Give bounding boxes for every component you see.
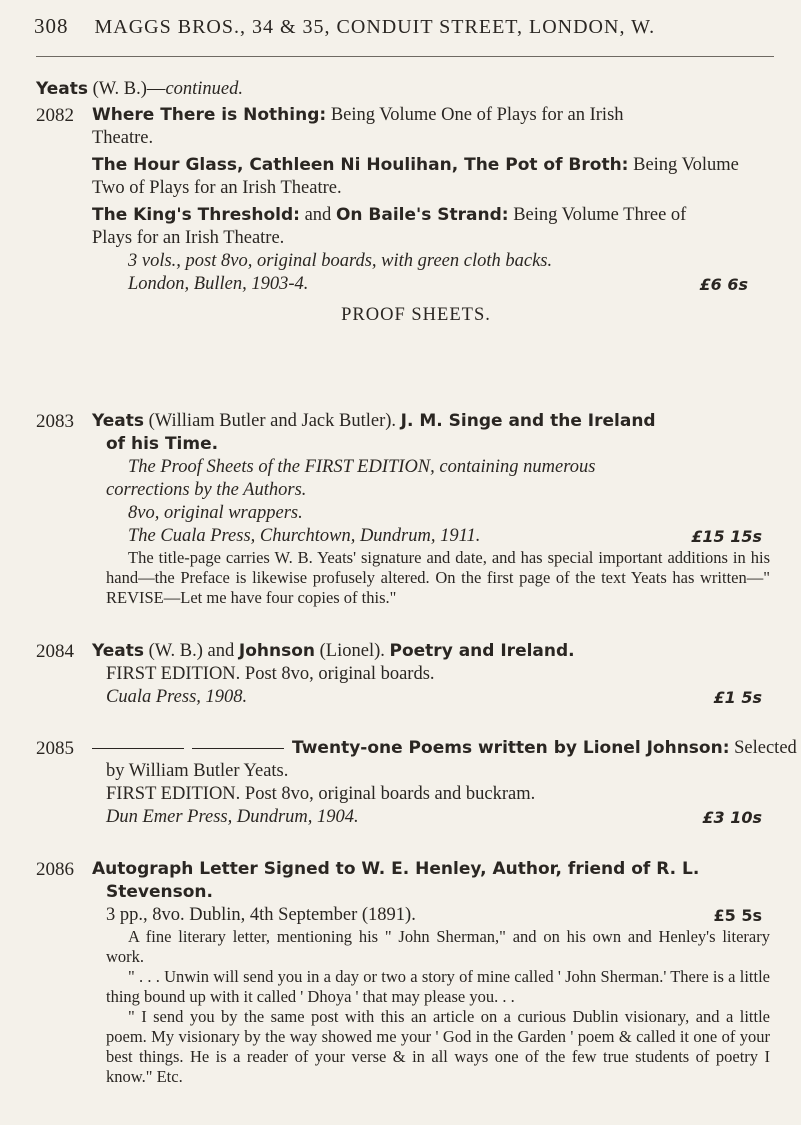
subsection-heading: PROOF SHEETS. bbox=[341, 305, 491, 325]
entry-text: (W. B.) and bbox=[144, 641, 239, 661]
entry-number: 2085 bbox=[36, 738, 74, 759]
entry-text: Being Volume bbox=[628, 155, 739, 175]
section-author-rest: (W. B.)— bbox=[92, 79, 166, 99]
entry-number: 2082 bbox=[36, 105, 74, 126]
entry-price: £15 15s bbox=[691, 527, 762, 546]
entry-number: 2083 bbox=[36, 411, 74, 432]
ditto-rule bbox=[92, 748, 184, 749]
entry-title: The Hour Glass, Cathleen Ni Houlihan, The Pot of Broth: bbox=[92, 155, 629, 175]
entry-number: 2084 bbox=[36, 641, 74, 662]
entry-author: Johnson bbox=[238, 641, 316, 661]
entry-text: Selected bbox=[729, 738, 797, 758]
entry-note: " I send you by the same post with this an article on a curious Dublin visionary, and a little poem. My visionary by the way showed me your ' God in the Garden ' poem & called it one of your best things. He is a reader of your verse & in all ways one of the few true students of poetry I know." Etc. bbox=[106, 1007, 770, 1086]
catalogue-entry-2082 bbox=[36, 104, 776, 327]
page-number: 308 bbox=[34, 14, 69, 38]
entry-text: Being Volume One of Plays for an Irish bbox=[326, 105, 624, 125]
entry-imprint: Cuala Press, 1908. bbox=[106, 687, 248, 707]
entry-price: £3 10s bbox=[702, 808, 762, 827]
entry-text: The Proof Sheets of the FIRST EDITION, containing numerous bbox=[128, 457, 596, 477]
entry-text: and bbox=[299, 205, 336, 225]
header-rule bbox=[36, 56, 774, 57]
entry-imprint: London, Bullen, 1903-4. bbox=[128, 274, 309, 294]
section-heading bbox=[36, 78, 776, 101]
entry-text: by William Butler Yeats. bbox=[106, 761, 289, 781]
entry-text: Theatre. bbox=[92, 128, 154, 148]
entry-title: Poetry and Ireland. bbox=[389, 641, 575, 661]
entry-title: Autograph Letter Signed to W. E. Henley, Author, friend of R. L. bbox=[92, 859, 700, 879]
catalogue-entry-2084 bbox=[36, 640, 776, 709]
entry-title: The King's Threshold: bbox=[92, 205, 300, 225]
entry-text: Plays for an Irish Theatre. bbox=[92, 228, 285, 248]
page-header bbox=[34, 14, 774, 39]
entry-title: Where There is Nothing: bbox=[92, 105, 327, 125]
entry-text: (William Butler and Jack Butler). bbox=[144, 411, 401, 431]
catalogue-entry-2086 bbox=[36, 858, 776, 1087]
entry-format: FIRST EDITION. Post 8vo, original boards and buckram. bbox=[106, 784, 536, 804]
entry-format: FIRST EDITION. Post 8vo, original boards. bbox=[106, 664, 435, 684]
entry-text: Two of Plays for an Irish Theatre. bbox=[92, 178, 342, 198]
entry-note: " . . . Unwin will send you in a day or two a story of mine called ' John Sherman.' There is a little thing bound up with it called ' Dhoya ' that may please you. . . bbox=[106, 967, 770, 1006]
entry-title: Twenty-one Poems written by Lionel Johnson: bbox=[292, 738, 730, 758]
entry-format: 3 pp., 8vo. Dublin, 4th September (1891). bbox=[106, 905, 416, 925]
entry-note: A fine literary letter, mentioning his " John Sherman," and on his own and Henley's literary work. bbox=[106, 927, 770, 966]
entry-price: £5 5s bbox=[713, 906, 762, 925]
entry-format: 3 vols., post 8vo, original boards, with green cloth backs. bbox=[128, 251, 553, 271]
entry-text: corrections by the Authors. bbox=[106, 480, 307, 500]
entry-title: Stevenson. bbox=[106, 882, 213, 902]
catalogue-entry-2083 bbox=[36, 410, 776, 608]
catalogue-entry-2085 bbox=[36, 737, 797, 829]
entry-author: Yeats bbox=[92, 641, 144, 661]
entry-price: £1 5s bbox=[713, 688, 762, 707]
entry-title: J. M. Singe and the Ireland bbox=[400, 411, 656, 431]
entry-author: Yeats bbox=[92, 411, 144, 431]
entry-title: On Baile's Strand: bbox=[335, 205, 509, 225]
entry-imprint: The Cuala Press, Churchtown, Dundrum, 1911. bbox=[128, 526, 481, 546]
ditto-rule bbox=[192, 748, 284, 749]
section-continued: continued. bbox=[165, 79, 244, 99]
entry-note: The title-page carries W. B. Yeats' signature and date, and has special important additions in his hand—the Preface is likewise profusely altered. On the first page of the text Yeats has written—" REVISE—Let me have four copies of this." bbox=[106, 548, 770, 607]
header-text: MAGGS BROS., 34 & 35, CONDUIT STREET, LONDON, W. bbox=[94, 16, 656, 38]
entry-price: £6 6s bbox=[699, 275, 748, 294]
section-author: Yeats bbox=[36, 79, 88, 99]
entry-number: 2086 bbox=[36, 859, 74, 880]
entry-text: Being Volume Three of bbox=[508, 205, 687, 225]
entry-format: 8vo, original wrappers. bbox=[128, 503, 303, 523]
entry-title: of his Time. bbox=[106, 434, 219, 454]
entry-imprint: Dun Emer Press, Dundrum, 1904. bbox=[106, 807, 359, 827]
entry-text: (Lionel). bbox=[315, 641, 390, 661]
